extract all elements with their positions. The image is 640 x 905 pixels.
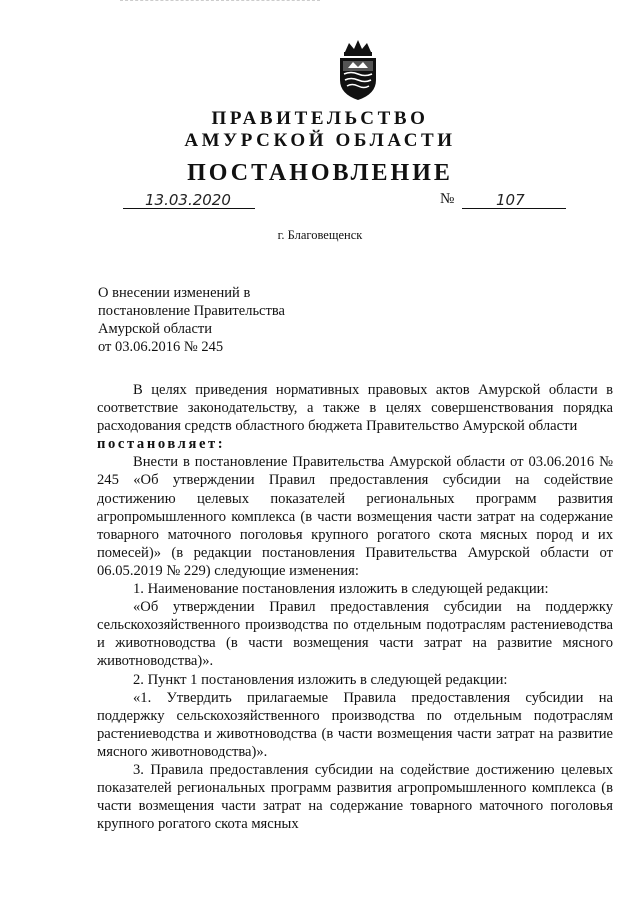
region-title: АМУРСКОЙ ОБЛАСТИ: [184, 130, 456, 151]
paragraph: 1. Наименование постановления изложить в следующей редакции:: [133, 581, 549, 598]
number-field: [462, 190, 566, 209]
paragraph: «Об утверждении Правил предоставления субсидии на поддержку сельскохозяйственного производства по отдельным подотраслям растениеводства и животноводства (в части возмещения части затрат на развитие мясного животноводства)».: [97, 599, 613, 670]
subject-line: от 03.06.2016 № 245: [98, 339, 224, 355]
subject-line: О внесении изменений в: [98, 285, 251, 301]
city-label: г. Благовещенск: [277, 228, 363, 242]
paragraph: «1. Утвердить прилагаемые Правила предоставления субсидии на поддержку сельскохозяйственного производства по отдельным подотраслям растениеводства и животноводства (в части возмещения части затрат на развитие мясного животноводства)».: [97, 689, 613, 760]
document-body: [97, 381, 613, 833]
subject-line: Амурской области: [98, 321, 212, 337]
paragraph: Внести в постановление Правительства Амурской области от 03.06.2016 № 245 «Об утверждении Правил предоставления субсидии на содействие достижению целевых показателей региональных программ развития агропромышленного комплекса (в части возмещения части затрат на содержание товарного маточного поголовья крупного рогатого скота мясных пород и их помесей)» (в редакции постановления Правительства Амурской области от 06.05.2019 № 229) следующие изменения:: [97, 454, 613, 579]
paragraph: 3. Правила предоставления субсидии на содействие достижению целевых показателей региональных программ развития агропромышленного комплекса (в части возмещения части затрат на содержание товарного маточного поголовья крупного рогатого скота мясных: [97, 761, 613, 833]
coat-of-arms-icon: [333, 38, 383, 102]
subject-block: [98, 284, 285, 356]
government-title: ПРАВИТЕЛЬСТВО: [211, 108, 429, 129]
scan-top-edge: [120, 0, 320, 1]
document-header: [0, 108, 640, 187]
subject-line: постановление Правительства: [98, 303, 285, 319]
date-field: [123, 190, 255, 209]
paragraph: 2. Пункт 1 постановления изложить в следующей редакции:: [133, 671, 508, 688]
document-type: ПОСТАНОВЛЕНИЕ: [187, 160, 453, 186]
resolves-line: [97, 435, 613, 453]
handwritten-number: 107: [496, 191, 525, 209]
resolves-word: постановляет:: [97, 436, 226, 453]
paragraph: В целях приведения нормативных правовых актов Амурской области в соответствие законодательству, а также в целях совершенствования порядка расходования средств областного бюджета Правительство Амурской области: [97, 382, 613, 435]
number-sign: №: [440, 191, 455, 207]
handwritten-date: 13.03.2020: [145, 191, 231, 209]
